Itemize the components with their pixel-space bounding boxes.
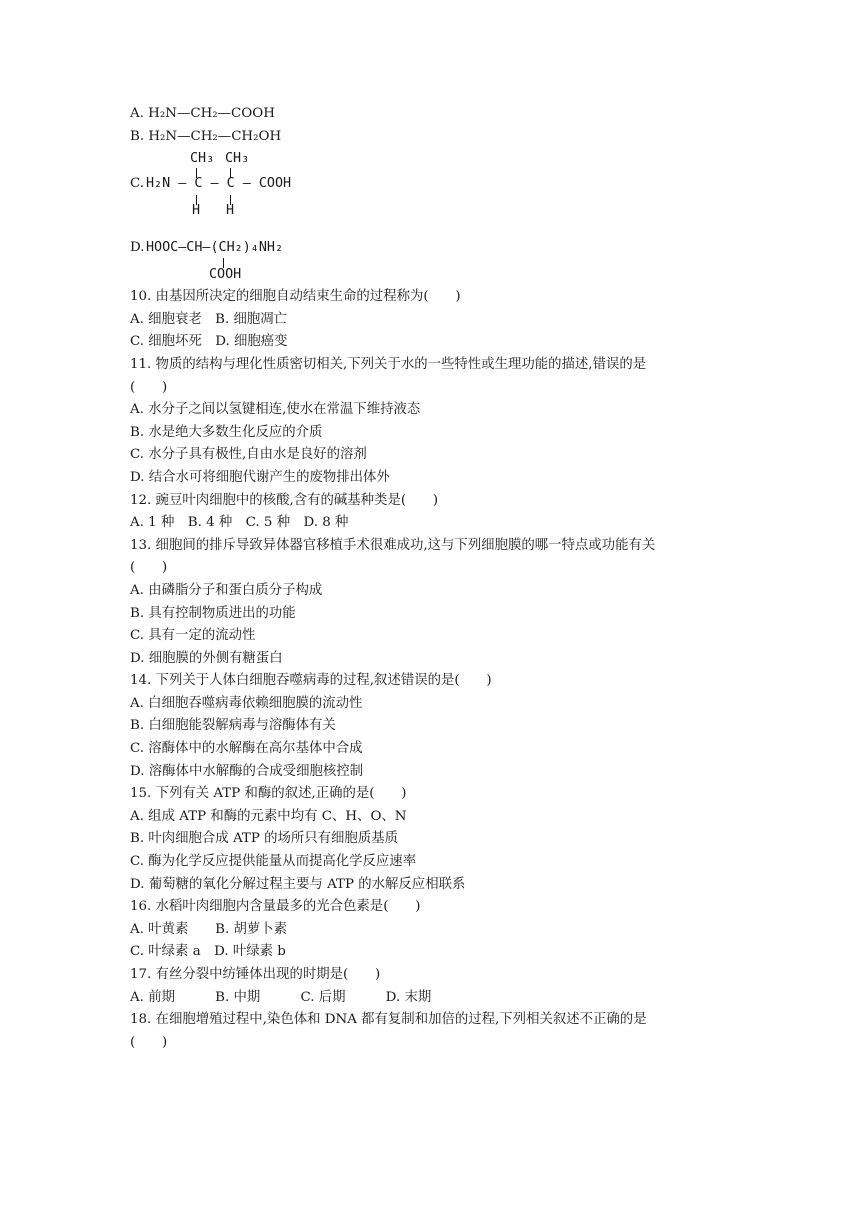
q9-option-b: B. H₂N—CH₂—CH₂OH <box>130 128 282 144</box>
text-line: D. 溶酶体中水解酶的合成受细胞核控制 <box>130 763 364 779</box>
text-line: A. 叶黄素 B. 胡萝卜素 <box>130 921 288 937</box>
methyl-group-2: CH₃ <box>225 151 250 167</box>
text-line: A. 组成 ATP 和酶的元素中均有 C、H、O、N <box>130 808 407 824</box>
text-line: C. 溶酶体中的水解酶在高尔基体中合成 <box>130 741 363 757</box>
text-line: A. 白细胞吞噬病毒依赖细胞膜的流动性 <box>130 695 363 711</box>
text-line: 16. 水稻叶肉细胞内含量最多的光合色素是( ) <box>130 899 421 915</box>
hydrogen-1: H <box>192 203 201 219</box>
text-line: D. 结合水可将细胞代谢产生的废物排出体外 <box>130 469 390 485</box>
text-line: A. 1 种 B. 4 种 C. 5 种 D. 8 种 <box>130 515 349 531</box>
text-line: 15. 下列有关 ATP 和酶的叙述,正确的是( ) <box>130 786 407 802</box>
text-line: 14. 下列关于人体白细胞吞噬病毒的过程,叙述错误的是( ) <box>130 673 492 689</box>
q9-option-d-label: D. <box>130 240 145 256</box>
methyl-group-1: CH₃ <box>190 151 215 167</box>
text-line: A. 前期 B. 中期 C. 后期 D. 末期 <box>130 989 432 1005</box>
text-line: 11. 物质的结构与理化性质密切相关,下列关于水的一些特性或生理功能的描述,错误的是 <box>130 356 647 372</box>
hydrogen-2: H <box>226 203 235 219</box>
question-text <box>130 286 730 1054</box>
text-line: C. 叶绿素 a D. 叶绿素 b <box>130 944 286 960</box>
q9-option-c-structure <box>130 148 730 228</box>
text-line: D. 细胞膜的外侧有糖蛋白 <box>130 650 283 666</box>
text-line: B. 水是绝大多数生化反应的介质 <box>130 424 323 440</box>
text-line: D. 葡萄糖的氧化分解过程主要与 ATP 的水解反应相联系 <box>130 876 466 892</box>
text-line: C. 细胞坏死 D. 细胞癌变 <box>130 334 288 350</box>
q9-option-d-carboxyl: COOH <box>209 267 242 283</box>
text-line: 10. 由基因所决定的细胞自动结束生命的过程称为( ) <box>130 289 461 305</box>
text-line: B. 白细胞能裂解病毒与溶酶体有关 <box>130 718 336 734</box>
text-line: B. 具有控制物质进出的功能 <box>130 605 296 621</box>
text-line: A. 水分子之间以氢键相连,使水在常温下维持液态 <box>130 402 421 418</box>
q9-option-c-backbone: H₂N — C — C — COOH <box>146 176 292 192</box>
q9-option-c-label: C. <box>130 176 145 192</box>
text-line: ( ) <box>130 379 168 395</box>
text-line: B. 叶肉细胞合成 ATP 的场所只有细胞质基质 <box>130 831 398 847</box>
text-line: 13. 细胞间的排斥导致异体器官移植手术很难成功,这与下列细胞膜的哪一特点或功能有关 <box>130 537 656 553</box>
text-line: 12. 豌豆叶肉细胞中的核酸,含有的碱基种类是( ) <box>130 492 439 508</box>
text-line: 18. 在细胞增殖过程中,染色体和 DNA 都有复制和加倍的过程,下列相关叙述不正确的是 <box>130 1012 647 1028</box>
q9-option-a: A. H₂N—CH₂—COOH <box>130 106 275 121</box>
text-line: 17. 有丝分裂中纺锤体出现的时期是( ) <box>130 967 381 982</box>
text-line: C. 水分子具有极性,自由水是良好的溶剂 <box>130 447 367 463</box>
document-page <box>130 103 730 1054</box>
text-line: ( ) <box>130 1034 168 1050</box>
q9-option-d-structure <box>130 232 730 286</box>
text-line: C. 具有一定的流动性 <box>130 628 256 644</box>
text-line: ( ) <box>130 560 168 576</box>
text-line: A. 由磷脂分子和蛋白质分子构成 <box>130 582 323 598</box>
q9-option-d-backbone: HOOC—CH—(CH₂)₄NH₂ <box>146 240 284 256</box>
text-line: C. 酶为化学反应提供能量从而提高化学反应速率 <box>130 854 417 870</box>
text-line: A. 细胞衰老 B. 细胞凋亡 <box>130 311 288 327</box>
